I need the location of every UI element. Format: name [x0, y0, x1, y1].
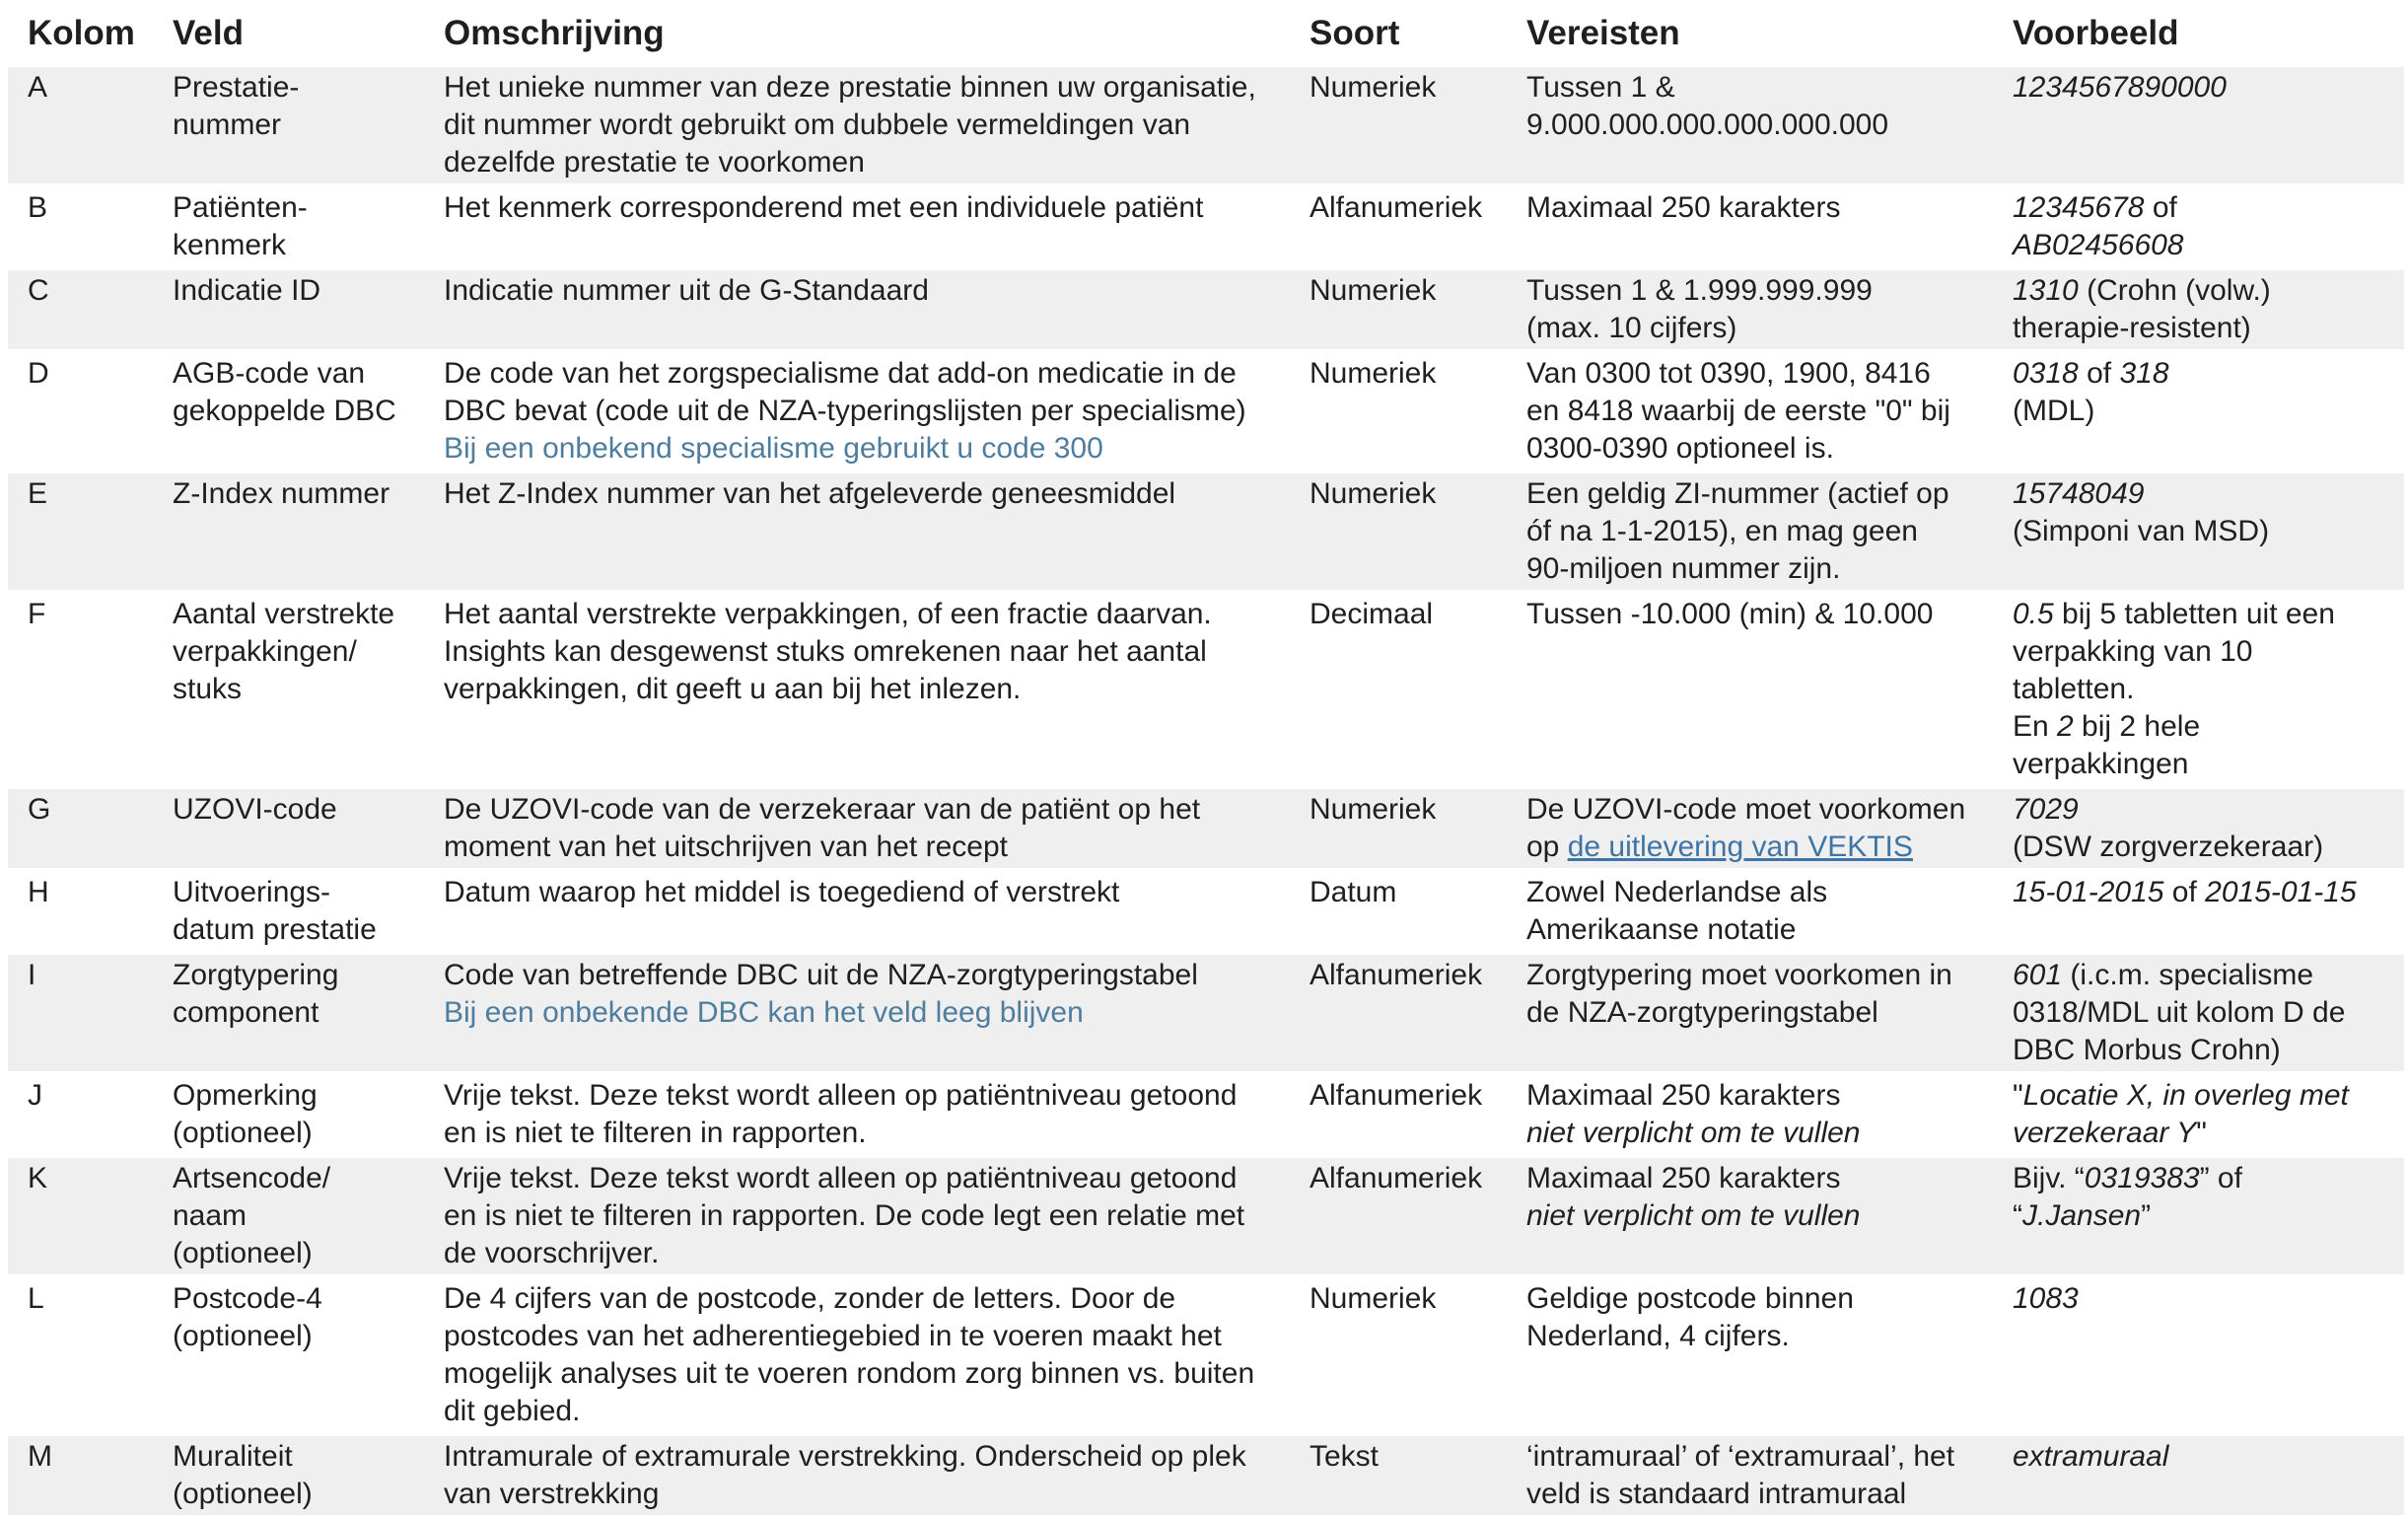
cell-veld: Opmerking (optioneel)	[173, 1079, 318, 1149]
cell-kolom: M	[8, 1436, 153, 1515]
cell-vereisten: Tussen -10.000 (min) & 10.000	[1526, 598, 1934, 630]
cell-voorbeeld: extramuraal	[1993, 1436, 2404, 1515]
vektis-link[interactable]: de uitlevering van VEKTIS	[1567, 831, 1913, 863]
table-row	[8, 67, 2404, 183]
cell-soort: Alfanumeriek	[1310, 191, 1483, 224]
cell-vereisten: Zorgtypering moet voorkomen in de NZA-zorgtyperingstabel	[1507, 955, 1993, 1071]
cell-voorbeeld: Bijv. “0319383” of “J.Jansen”	[1993, 1158, 2404, 1274]
field-spec-table	[8, 0, 2404, 1519]
cell-omschrijving: Code van betreffende DBC uit de NZA-zorgtyperingstabel Bij een onbekende DBC kan het veld leeg blijven	[424, 955, 1290, 1071]
cell-kolom: C	[8, 270, 153, 349]
table-row	[8, 872, 2404, 951]
table-row	[8, 1158, 2404, 1274]
cell-omschrijving: De 4 cijfers van de postcode, zonder de letters. Door de postcodes van het adherentiegebied in te voeren maakt het mogelijk analyses uit te voeren rondom zorg binnen vs. buiten dit gebied.	[444, 1282, 1255, 1427]
cell-omschrijving: De UZOVI-code van de verzekeraar van de patiënt op het moment van het uitschrijven van het recept	[424, 789, 1290, 868]
cell-vereisten: Maximaal 250 karakters niet verplicht om te vullen	[1507, 1158, 1993, 1274]
cell-vereisten: Maximaal 250 karakters	[1526, 191, 1841, 224]
cell-kolom: D	[28, 357, 49, 390]
cell-soort: Numeriek	[1290, 473, 1507, 590]
cell-voorbeeld: 15-01-2015 of 2015-01-15	[2013, 876, 2357, 908]
table-row	[8, 789, 2404, 868]
table-row	[8, 187, 2404, 266]
table-row	[8, 955, 2404, 1071]
cell-soort: Alfanumeriek	[1310, 1079, 1483, 1112]
cell-omschrijving: De code van het zorgspecialisme dat add-on medicatie in de DBC bevat (code uit de NZA-typeringslijsten per specialisme) Bij een onbekend specialisme gebruikt u code 300	[444, 357, 1246, 465]
cell-vereisten: Maximaal 250 karakters niet verplicht om te vullen	[1526, 1079, 1861, 1149]
cell-veld: Muraliteit (optioneel)	[153, 1436, 424, 1515]
table-row	[8, 1075, 2404, 1154]
table-row	[8, 1436, 2404, 1515]
cell-veld: Indicatie ID	[153, 270, 424, 349]
cell-vereisten: ‘intramuraal’ of ‘extramuraal’, het veld is standaard intramuraal	[1507, 1436, 1993, 1515]
cell-voorbeeld: 1083	[2013, 1282, 2079, 1315]
cell-veld: Z-Index nummer	[153, 473, 424, 590]
cell-soort: Alfanumeriek	[1290, 955, 1507, 1071]
cell-soort: Alfanumeriek	[1290, 1158, 1507, 1274]
header-vereisten: Vereisten	[1526, 14, 1680, 52]
header-veld: Veld	[173, 14, 244, 52]
cell-soort: Numeriek	[1290, 67, 1507, 183]
header-omschrijving: Omschrijving	[444, 14, 665, 52]
cell-veld: Zorgtypering component	[153, 955, 424, 1071]
table-row	[8, 353, 2404, 470]
cell-omschrijving: Vrije tekst. Deze tekst wordt alleen op patiëntniveau getoond en is niet te filteren in rapporten.	[444, 1079, 1238, 1149]
cell-vereisten: De UZOVI-code moet voorkomen op de uitlevering van VEKTIS	[1507, 789, 1993, 868]
cell-voorbeeld: 601 (i.c.m. specialisme 0318/MDL uit kolom D de DBC Morbus Crohn)	[1993, 955, 2404, 1071]
cell-omschrijving: Het unieke nummer van deze prestatie binnen uw organisatie, dit nummer wordt gebruikt om dubbele vermeldingen van dezelfde prestatie te voorkomen	[424, 67, 1290, 183]
cell-kolom: K	[8, 1158, 153, 1274]
cell-veld: Uitvoerings- datum prestatie	[173, 876, 377, 946]
cell-soort: Numeriek	[1310, 1282, 1437, 1315]
header-soort: Soort	[1310, 14, 1400, 52]
cell-kolom: F	[28, 598, 46, 630]
cell-kolom: L	[28, 1282, 44, 1315]
cell-veld: Artsencode/ naam (optioneel)	[153, 1158, 424, 1274]
cell-omschrijving: Indicatie nummer uit de G-Standaard	[424, 270, 1290, 349]
cell-voorbeeld: 0.5 bij 5 tabletten uit een verpakking van 10 tabletten. En 2 bij 2 hele verpakkingen	[2013, 598, 2335, 780]
omschrijving-hint: Bij een onbekende DBC kan het veld leeg blijven	[444, 996, 1084, 1029]
cell-vereisten: Zowel Nederlandse als Amerikaanse notatie	[1526, 876, 1828, 946]
cell-voorbeeld: "Locatie X, in overleg met verzekeraar Y"	[2013, 1079, 2349, 1149]
cell-kolom: B	[28, 191, 48, 224]
omschrijving-hint: Bij een onbekend specialisme gebruikt u code 300	[444, 432, 1103, 465]
cell-soort: Numeriek	[1310, 357, 1437, 390]
cell-omschrijving: Vrije tekst. Deze tekst wordt alleen op patiëntniveau getoond en is niet te filteren in rapporten. De code legt een relatie met de voorschrijver.	[424, 1158, 1290, 1274]
cell-veld: Patiënten- kenmerk	[173, 191, 308, 261]
cell-soort: Datum	[1310, 876, 1397, 908]
table-row	[8, 270, 2404, 349]
cell-soort: Tekst	[1290, 1436, 1507, 1515]
cell-veld: Prestatie- nummer	[153, 67, 424, 183]
cell-kolom: E	[8, 473, 153, 590]
cell-soort: Numeriek	[1290, 270, 1507, 349]
table-row	[8, 594, 2404, 785]
cell-veld: AGB-code van gekoppelde DBC	[173, 357, 396, 427]
cell-vereisten: Tussen 1 & 9.000.000.000.000.000.000	[1507, 67, 1993, 183]
cell-kolom: H	[28, 876, 49, 908]
cell-voorbeeld: 7029 (DSW zorgverzekeraar)	[1993, 789, 2404, 868]
cell-veld: Aantal verstrekte verpakkingen/ stuks	[173, 598, 395, 705]
header-kolom: Kolom	[28, 14, 135, 52]
cell-voorbeeld: 15748049 (Simponi van MSD)	[1993, 473, 2404, 590]
cell-omschrijving: Intramurale of extramurale verstrekking. Onderscheid op plek van verstrekking	[424, 1436, 1290, 1515]
cell-vereisten: Geldige postcode binnen Nederland, 4 cijfers.	[1526, 1282, 1854, 1352]
cell-omschrijving: Het kenmerk corresponderend met een individuele patiënt	[444, 191, 1204, 224]
cell-omschrijving: Het aantal verstrekte verpakkingen, of een fractie daarvan. Insights kan desgewenst stuks omrekenen naar het aantal verpakkingen, dit geeft u aan bij het inlezen.	[444, 598, 1212, 705]
cell-soort: Numeriek	[1290, 789, 1507, 868]
table-row	[8, 473, 2404, 590]
cell-soort: Decimaal	[1310, 598, 1434, 630]
header-voorbeeld: Voorbeeld	[2013, 14, 2179, 52]
cell-vereisten: Tussen 1 & 1.999.999.999 (max. 10 cijfers)	[1507, 270, 1993, 349]
cell-kolom: G	[8, 789, 153, 868]
cell-veld: Postcode-4 (optioneel)	[173, 1282, 322, 1352]
cell-voorbeeld: 12345678 of AB02456608	[2013, 191, 2184, 261]
cell-vereisten: Een geldig ZI-nummer (actief op óf na 1-1-2015), en mag geen 90-miljoen nummer zijn.	[1507, 473, 1993, 590]
cell-kolom: I	[8, 955, 153, 1071]
cell-voorbeeld: 1234567890000	[1993, 67, 2404, 183]
cell-voorbeeld: 1310 (Crohn (volw.) therapie-resistent)	[1993, 270, 2404, 349]
cell-vereisten: Van 0300 tot 0390, 1900, 8416 en 8418 waarbij de eerste "0" bij 0300-0390 optioneel is.	[1526, 357, 1950, 465]
cell-omschrijving: Datum waarop het middel is toegediend of verstrekt	[444, 876, 1120, 908]
cell-omschrijving: Het Z-Index nummer van het afgeleverde geneesmiddel	[424, 473, 1290, 590]
cell-kolom: A	[8, 67, 153, 183]
table-row	[8, 1278, 2404, 1432]
table-header-row	[8, 4, 2404, 63]
cell-kolom: J	[28, 1079, 42, 1112]
cell-voorbeeld: 0318 of 318 (MDL)	[2013, 357, 2169, 427]
cell-veld: UZOVI-code	[153, 789, 424, 868]
